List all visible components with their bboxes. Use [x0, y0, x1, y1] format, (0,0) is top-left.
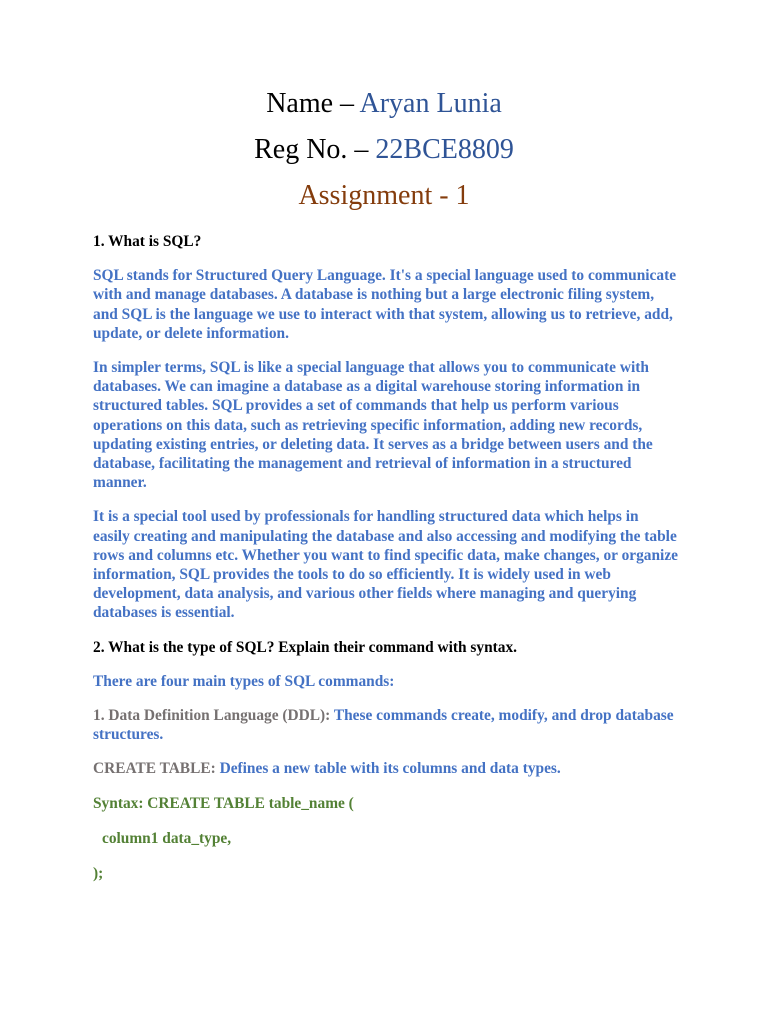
name-label: Name –: [266, 88, 360, 119]
reg-label: Reg No. –: [254, 134, 376, 165]
ddl-label: 1. Data Definition Language (DDL):: [93, 707, 334, 725]
ddl-item: [93, 706, 678, 744]
syntax-line-1: Syntax: CREATE TABLE table_name (: [93, 794, 354, 812]
document-body: [93, 232, 678, 899]
create-table-label: CREATE TABLE:: [93, 760, 220, 778]
question-2: 2. What is the type of SQL? Explain their command with syntax.: [93, 638, 518, 656]
question-1: 1. What is SQL?: [93, 233, 202, 250]
answer-1-paragraph-1: SQL stands for Structured Query Language. It's a special language used to communicate with and manage databases. A database is nothing but a large electronic filing system, and SQL is the language we use to interact with that system, allowing us to retrieve, add, update, or delete information.: [93, 267, 677, 342]
student-name-line: [0, 87, 768, 121]
answer-1-paragraph-2: In simpler terms, SQL is like a special language that allows you to communicate with databases. We can imagine a database as a digital warehouse storing information in structured tables. SQL provides a set of commands that help us perform various operations on this data, such as retrieving specific information, adding new records, updating existing entries, or deleting data. It serves as a bridge between users and the database, facilitating the management and retrieval of information in a structured manner.: [93, 359, 653, 492]
assignment-title: Assignment - 1: [298, 180, 470, 211]
student-name: Aryan Lunia: [359, 88, 502, 119]
answer-2-intro: There are four main types of SQL commands:: [93, 672, 395, 690]
answer-1-paragraph-3: It is a special tool used by professionals for handling structured data which helps in easily creating and manipulating the database and also accessing and modifying the table rows and columns etc. Whether you want to find specific data, make changes, or organize information, SQL provides the tools to do so efficiently. It is widely used in web development, data analysis, and various other fields where managing and querying databases is essential.: [93, 508, 678, 622]
create-table-item: [93, 759, 678, 778]
create-table-description: Defines a new table with its columns and data types.: [219, 760, 561, 778]
syntax-line-3: );: [93, 865, 104, 883]
reg-number: 22BCE8809: [375, 134, 514, 165]
syntax-line-2: column1 data_type,: [102, 829, 232, 847]
ddl-description: These commands create, modify, and drop database structures.: [93, 707, 674, 744]
reg-number-line: [0, 133, 768, 167]
